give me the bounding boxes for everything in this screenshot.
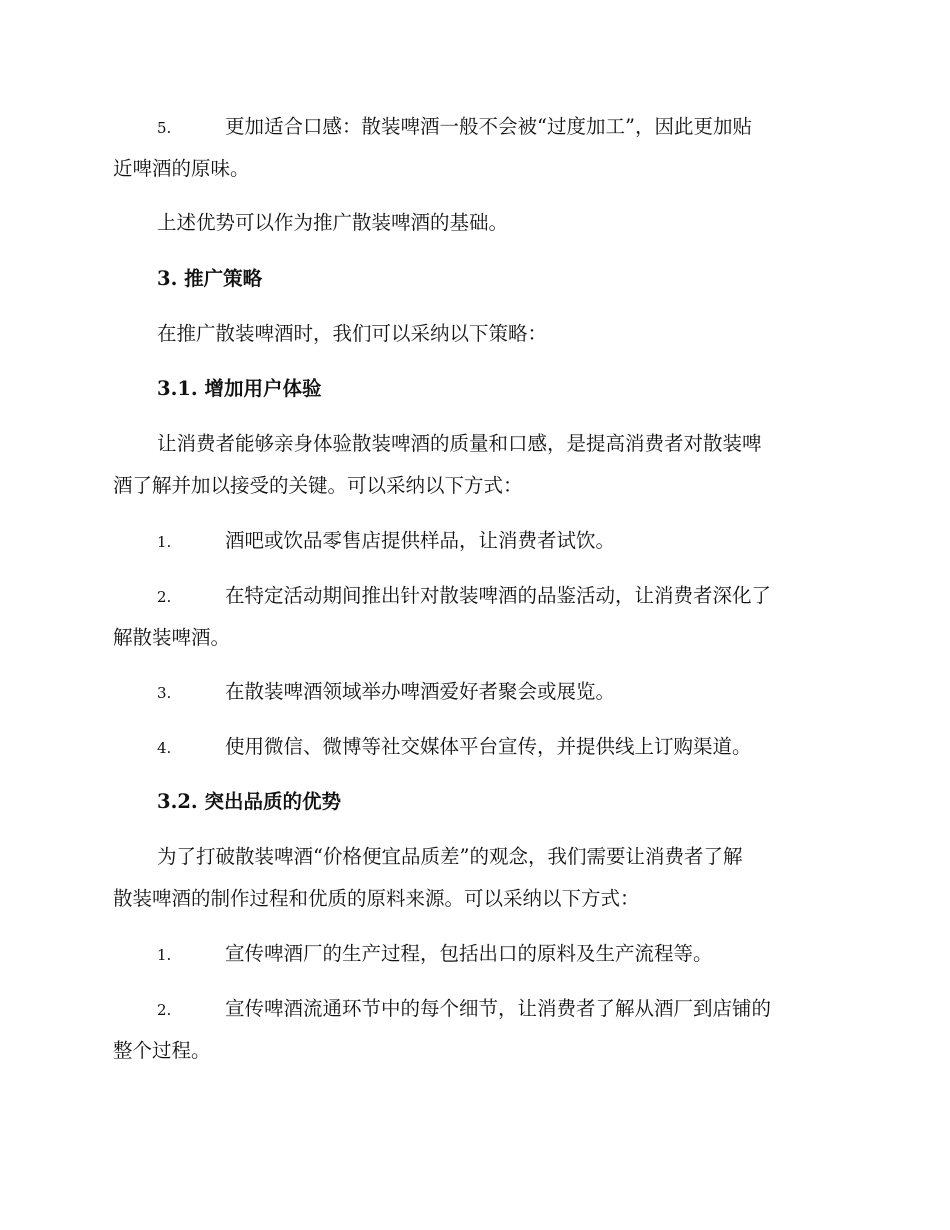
list-item-text-continued: 整个过程。	[113, 1039, 211, 1062]
list-item-text-continued: 解散装啤酒。	[113, 626, 231, 649]
list-item-number: 2.	[157, 588, 172, 606]
paragraph-text-continued: 酒了解并加以接受的关键。可以采纳以下方式：	[113, 474, 523, 497]
list-item-text: 在特定活动期间推出针对散装啤酒的品鉴活动，让消费者深化了	[225, 584, 772, 607]
list-item-text: 更加适合口感：散装啤酒一般不会被“过度加工”，因此更加贴	[225, 115, 752, 138]
paragraph-text: 为了打破散装啤酒“价格便宜品质差”的观念，我们需要让消费者了解	[157, 845, 743, 868]
list-item-number: 4.	[157, 739, 172, 757]
paragraph-text: 在推广散装啤酒时，我们可以采纳以下策略：	[157, 322, 548, 345]
list-item-text: 使用微信、微博等社交媒体平台宣传，并提供线上订购渠道。	[225, 735, 752, 758]
list-item-number: 1.	[157, 946, 172, 964]
paragraph-text-continued: 散装啤酒的制作过程和优质的原料来源。可以采纳以下方式：	[113, 887, 640, 910]
list-item-number: 3.	[157, 684, 172, 702]
list-item-number: 2.	[157, 1001, 172, 1019]
list-item-text: 宣传啤酒厂的生产过程，包括出口的原料及生产流程等。	[225, 942, 713, 965]
list-item-text: 酒吧或饮品零售店提供样品，让消费者试饮。	[225, 529, 616, 552]
list-item-number: 1.	[157, 533, 172, 551]
subsection-heading: 3.1. 增加用户体验	[157, 377, 322, 400]
subsection-heading: 3.2. 突出品质的优势	[157, 790, 342, 813]
paragraph-text: 上述优势可以作为推广散装啤酒的基础。	[157, 211, 509, 234]
section-heading: 3. 推广策略	[157, 267, 263, 290]
list-item-number: 5.	[157, 119, 172, 137]
paragraph-text: 让消费者能够亲身体验散装啤酒的质量和口感，是提高消费者对散装啤	[157, 432, 762, 455]
list-item-text: 在散装啤酒领域举办啤酒爱好者聚会或展览。	[225, 680, 616, 703]
list-item-text-continued: 近啤酒的原味。	[113, 157, 250, 180]
list-item-text: 宣传啤酒流通环节中的每个细节，让消费者了解从酒厂到店铺的	[225, 997, 772, 1020]
